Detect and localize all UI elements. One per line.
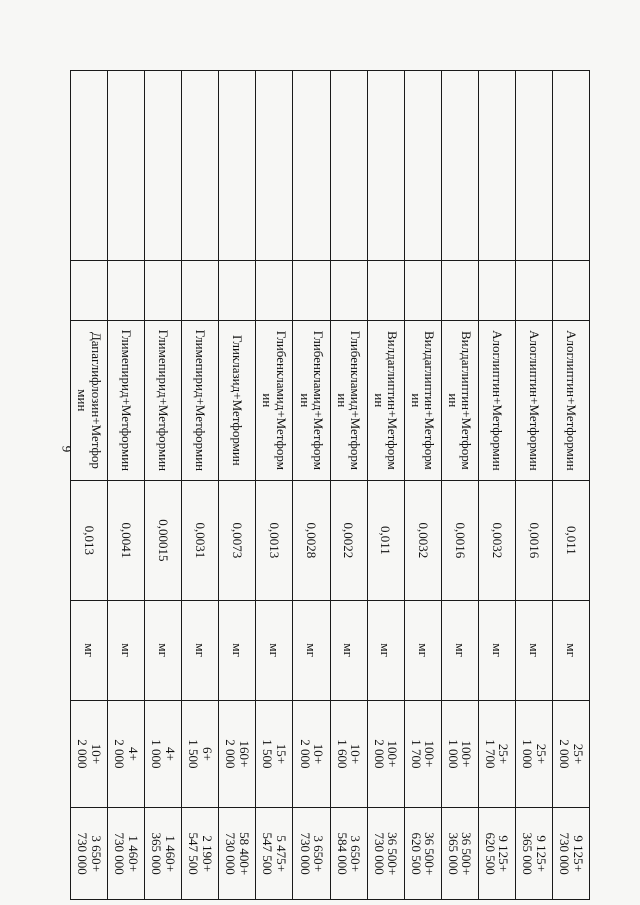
empty-cell (145, 71, 182, 261)
daily-dose-cell-text: 25+ (570, 743, 586, 765)
unit-cell (182, 600, 219, 700)
total-dose-cell-text: 365 000 (445, 832, 461, 875)
drug-name-cell (515, 320, 552, 480)
concentration-cell-text: 0,0022 (341, 522, 357, 559)
empty-cell (71, 71, 108, 261)
concentration-cell (108, 480, 145, 600)
empty-cell (367, 71, 404, 261)
concentration-cell (552, 480, 589, 600)
empty-cell-narrow (108, 261, 145, 320)
daily-dose-cell (145, 700, 182, 808)
daily-dose-cell-text: 1 000 (519, 739, 535, 769)
daily-dose-cell-text: 1 600 (334, 739, 350, 769)
total-dose-cell-text: 58 400+ (237, 832, 253, 876)
daily-dose-cell (404, 700, 441, 808)
daily-dose-cell-text: 100+ (459, 740, 475, 768)
total-dose-cell (108, 808, 145, 900)
empty-cell-narrow (145, 261, 182, 320)
drug-name-cell-text: Вилдаглиптин+Метформ ин (445, 330, 475, 470)
total-dose-cell-text: 730 000 (223, 832, 239, 875)
concentration-cell (441, 480, 478, 600)
daily-dose-cell (478, 700, 515, 808)
daily-dose-cell (293, 700, 330, 808)
daily-dose-cell-text: 160+ (237, 740, 253, 768)
drug-name-cell (293, 320, 330, 480)
empty-cell (441, 71, 478, 261)
drug-name-cell-text: Алоглиптин+Метформин (489, 330, 505, 471)
concentration-cell (71, 480, 108, 600)
table-row (478, 71, 515, 900)
table-row (293, 71, 330, 900)
unit-cell-text: мг (193, 643, 209, 657)
total-dose-cell-text: 36 500+ (459, 832, 475, 876)
total-dose-cell-text: 730 000 (371, 832, 387, 875)
daily-dose-cell (182, 700, 219, 808)
total-dose-cell-text: 730 000 (556, 832, 572, 875)
drug-name-cell (330, 320, 367, 480)
total-dose-cell-text: 5 475+ (274, 835, 290, 872)
daily-dose-cell-text: 100+ (422, 740, 438, 768)
concentration-cell (182, 480, 219, 600)
daily-dose-cell (441, 700, 478, 808)
unit-cell-text: мг (304, 643, 320, 657)
total-dose-cell-text: 9 125+ (496, 835, 512, 872)
daily-dose-cell (367, 700, 404, 808)
concentration-cell (515, 480, 552, 600)
daily-dose-cell-text: 10+ (311, 743, 327, 765)
unit-cell (478, 600, 515, 700)
drug-name-cell-text: Алоглиптин+Метформин (563, 330, 579, 471)
daily-dose-cell (552, 700, 589, 808)
unit-cell (552, 600, 589, 700)
total-dose-cell-text: 1 460+ (162, 835, 178, 872)
drug-name-cell-text: Дапаглифлозин+Метфор мин (75, 331, 104, 469)
daily-dose-cell-text: 10+ (348, 743, 364, 765)
daily-dose-cell-text: 2 000 (112, 739, 128, 769)
unit-cell-text: мг (378, 643, 394, 657)
empty-cell-narrow (293, 261, 330, 320)
daily-dose-cell (71, 700, 108, 808)
rotated-table-container (70, 70, 640, 876)
concentration-cell-text: 0,0032 (415, 522, 431, 559)
drug-name-cell (552, 320, 589, 480)
total-dose-cell-text: 365 000 (149, 832, 165, 875)
daily-dose-cell-text: 2 000 (75, 739, 91, 769)
total-dose-cell-text: 3 650+ (311, 835, 327, 872)
drug-name-cell (256, 320, 293, 480)
empty-cell (552, 71, 589, 261)
unit-cell-text: мг (526, 643, 542, 657)
daily-dose-cell-text: 4+ (162, 746, 178, 761)
total-dose-cell (256, 808, 293, 900)
concentration-cell (219, 480, 256, 600)
unit-cell-text: мг (156, 643, 172, 657)
total-dose-cell (441, 808, 478, 900)
total-dose-cell-text: 365 000 (519, 832, 535, 875)
unit-cell-text: мг (341, 643, 357, 657)
table-row (330, 71, 367, 900)
table-row (145, 71, 182, 900)
table-row (71, 71, 108, 900)
empty-cell-narrow (552, 261, 589, 320)
concentration-cell-text: 0,0032 (489, 522, 505, 559)
total-dose-cell-text: 584 000 (334, 832, 350, 875)
daily-dose-cell-text: 2 000 (223, 739, 239, 769)
daily-dose-cell-text: 10+ (88, 743, 104, 765)
unit-cell-text: мг (267, 643, 283, 657)
table-row (367, 71, 404, 900)
daily-dose-cell-text: 1 500 (260, 739, 276, 769)
unit-cell-text: мг (119, 643, 135, 657)
drug-name-cell (367, 320, 404, 480)
total-dose-cell-text: 9 125+ (570, 835, 586, 872)
concentration-cell-text: 0,0013 (267, 522, 283, 559)
total-dose-cell-text: 547 500 (260, 832, 276, 875)
empty-cell-narrow (478, 261, 515, 320)
drug-dosage-table (70, 70, 590, 900)
total-dose-cell (71, 808, 108, 900)
empty-cell-narrow (367, 261, 404, 320)
empty-cell-narrow (182, 261, 219, 320)
concentration-cell (293, 480, 330, 600)
drug-name-cell (404, 320, 441, 480)
daily-dose-cell-text: 2 000 (297, 739, 313, 769)
total-dose-cell (404, 808, 441, 900)
table-row (404, 71, 441, 900)
concentration-cell-text: 0,0041 (119, 522, 135, 559)
empty-cell-narrow (219, 261, 256, 320)
total-dose-cell (478, 808, 515, 900)
concentration-cell (256, 480, 293, 600)
unit-cell (293, 600, 330, 700)
concentration-cell-text: 0,013 (81, 525, 97, 555)
total-dose-cell-text: 3 650+ (88, 835, 104, 872)
total-dose-cell-text: 9 125+ (533, 835, 549, 872)
daily-dose-cell-text: 15+ (274, 743, 290, 765)
daily-dose-cell (219, 700, 256, 808)
unit-cell (256, 600, 293, 700)
empty-cell-narrow (71, 261, 108, 320)
total-dose-cell (515, 808, 552, 900)
drug-name-cell (441, 320, 478, 480)
concentration-cell-text: 0,011 (563, 525, 579, 555)
drug-name-cell (182, 320, 219, 480)
drug-name-cell-text: Глимепирид+Метформин (156, 329, 172, 472)
concentration-cell (145, 480, 182, 600)
unit-cell (145, 600, 182, 700)
table-row (441, 71, 478, 900)
total-dose-cell-text: 547 500 (186, 832, 202, 875)
empty-cell (293, 71, 330, 261)
unit-cell-text: мг (230, 643, 246, 657)
concentration-cell-text: 0,00015 (156, 519, 172, 562)
empty-cell (219, 71, 256, 261)
daily-dose-cell-text: 1 700 (408, 739, 424, 769)
empty-cell-narrow (441, 261, 478, 320)
unit-cell (108, 600, 145, 700)
total-dose-cell (182, 808, 219, 900)
concentration-cell-text: 0,0031 (193, 522, 209, 559)
concentration-cell-text: 0,0073 (230, 522, 246, 559)
total-dose-cell-text: 730 000 (75, 832, 91, 875)
page-number: 9 (59, 445, 75, 453)
concentration-cell (478, 480, 515, 600)
empty-cell-narrow (330, 261, 367, 320)
daily-dose-cell-text: 25+ (496, 743, 512, 765)
table-row (219, 71, 256, 900)
concentration-cell-text: 0,011 (378, 525, 394, 555)
drug-name-cell-text: Глибенкламид+Метформ ин (334, 330, 364, 470)
table-row (108, 71, 145, 900)
unit-cell-text: мг (81, 643, 97, 657)
unit-cell (330, 600, 367, 700)
total-dose-cell-text: 1 460+ (125, 835, 141, 872)
rotated-table (70, 70, 590, 900)
daily-dose-cell-text: 100+ (385, 740, 401, 768)
total-dose-cell-text: 2 190+ (199, 835, 215, 872)
unit-cell (71, 600, 108, 700)
daily-dose-cell-text: 2 000 (371, 739, 387, 769)
concentration-cell-text: 0,0016 (526, 522, 542, 559)
table-body (71, 71, 590, 900)
drug-name-cell-text: Глибенкламид+Метформ ин (260, 330, 290, 470)
table-row (515, 71, 552, 900)
drug-name-cell-text: Глибенкламид+Метформ ин (297, 330, 327, 470)
total-dose-cell (330, 808, 367, 900)
total-dose-cell-text: 620 500 (408, 832, 424, 875)
empty-cell (108, 71, 145, 261)
total-dose-cell-text: 36 500+ (422, 832, 438, 876)
unit-cell-text: мг (563, 643, 579, 657)
daily-dose-cell (108, 700, 145, 808)
drug-name-cell-text: Алоглиптин+Метформин (526, 330, 542, 471)
unit-cell (441, 600, 478, 700)
unit-cell (367, 600, 404, 700)
concentration-cell (367, 480, 404, 600)
daily-dose-cell-text: 1 500 (186, 739, 202, 769)
drug-name-cell-text: Глимепирид+Метформин (193, 329, 209, 472)
table-row (552, 71, 589, 900)
concentration-cell-text: 0,0016 (452, 522, 468, 559)
unit-cell-text: мг (452, 643, 468, 657)
daily-dose-cell (256, 700, 293, 808)
unit-cell-text: мг (415, 643, 431, 657)
empty-cell (256, 71, 293, 261)
empty-cell (515, 71, 552, 261)
total-dose-cell-text: 3 650+ (348, 835, 364, 872)
empty-cell-narrow (404, 261, 441, 320)
drug-name-cell (219, 320, 256, 480)
empty-cell (404, 71, 441, 261)
drug-name-cell-text: Гликлазид+Метформин (230, 334, 246, 466)
total-dose-cell-text: 36 500+ (385, 832, 401, 876)
daily-dose-cell (515, 700, 552, 808)
daily-dose-cell-text: 6+ (199, 746, 215, 761)
drug-name-cell (145, 320, 182, 480)
daily-dose-cell-text: 4+ (125, 746, 141, 761)
total-dose-cell (145, 808, 182, 900)
total-dose-cell-text: 730 000 (112, 832, 128, 875)
drug-name-cell (108, 320, 145, 480)
total-dose-cell-text: 730 000 (297, 832, 313, 875)
total-dose-cell-text: 620 500 (482, 832, 498, 875)
unit-cell (515, 600, 552, 700)
daily-dose-cell-text: 1 000 (149, 739, 165, 769)
unit-cell (219, 600, 256, 700)
total-dose-cell (367, 808, 404, 900)
empty-cell (182, 71, 219, 261)
table-row (182, 71, 219, 900)
daily-dose-cell-text: 2 000 (556, 739, 572, 769)
concentration-cell (404, 480, 441, 600)
empty-cell-narrow (515, 261, 552, 320)
concentration-cell-text: 0,0028 (304, 522, 320, 559)
total-dose-cell (219, 808, 256, 900)
concentration-cell (330, 480, 367, 600)
drug-name-cell (478, 320, 515, 480)
empty-cell (478, 71, 515, 261)
drug-name-cell-text: Вилдаглиптин+Метформ ин (371, 330, 401, 470)
drug-name-cell-text: Глимепирид+Метформин (119, 329, 135, 472)
total-dose-cell (293, 808, 330, 900)
unit-cell (404, 600, 441, 700)
empty-cell (330, 71, 367, 261)
daily-dose-cell-text: 1 000 (445, 739, 461, 769)
daily-dose-cell-text: 1 700 (482, 739, 498, 769)
unit-cell-text: мг (489, 643, 505, 657)
total-dose-cell (552, 808, 589, 900)
drug-name-cell (71, 320, 108, 480)
daily-dose-cell (330, 700, 367, 808)
daily-dose-cell-text: 25+ (533, 743, 549, 765)
drug-name-cell-text: Вилдаглиптин+Метформ ин (408, 330, 438, 470)
empty-cell-narrow (256, 261, 293, 320)
table-row (256, 71, 293, 900)
